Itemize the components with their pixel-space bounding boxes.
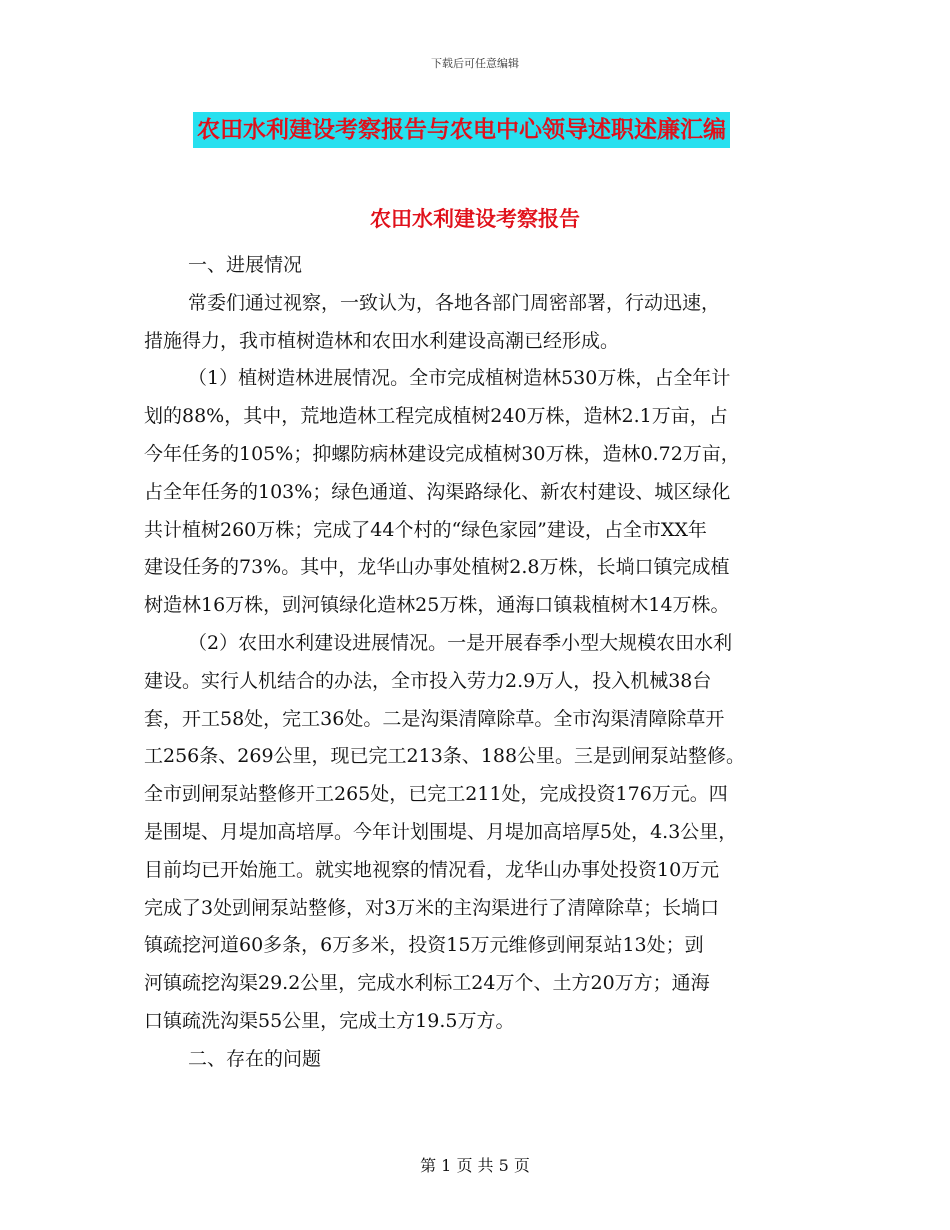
- text-line: 措施得力，我市植树造林和农田水利建设高潮已经形成。: [144, 329, 620, 352]
- text-line: 划的88%，其中，荒地造林工程完成植树240万株，造林2.1万亩，占: [144, 405, 728, 428]
- text-line: 占全年任务的103%；绿色通道、沟渠路绿化、新农村建设、城区绿化: [144, 480, 731, 503]
- text-line: （2）农田水利建设进展情况。一是开展春季小型大规模农田水利: [188, 631, 733, 654]
- document-title: 农田水利建设考察报告与农电中心领导述职述廉汇编: [193, 112, 730, 148]
- text-line: 今年任务的105%；抑螺防病林建设完成植树30万株，造林0.72万亩，: [144, 442, 740, 465]
- text-line: 常委们通过视察，一致认为，各地各部门周密部署，行动迅速，: [188, 291, 721, 314]
- text-line: 口镇疏洗沟渠55公里，完成土方19.5万方。: [144, 1009, 515, 1032]
- text-line: 目前均已开始施工。就实地视察的情况看，龙华山办事处投资10万元: [144, 858, 720, 881]
- header-note: 下载后可任意编辑: [431, 57, 519, 70]
- text-line: 建设。实行人机结合的办法，全市投入劳力2.9万人，投入机械38台: [144, 669, 712, 692]
- text-line: （1）植树造林进展情况。全市完成植树造林530万株，占全年计: [188, 367, 731, 390]
- text-line: 全市剅闸泵站整修开工265处，已完工211处，完成投资176万元。四: [144, 783, 728, 806]
- text-line: 一、进展情况: [188, 254, 303, 276]
- text-line: 树造林16万株，剅河镇绿化造林25万株，通海口镇栽植树木14万株。: [144, 594, 730, 617]
- text-line: 建设任务的73%。其中，龙华山办事处植树2.8万株，长埫口镇完成植: [144, 556, 730, 579]
- text-line: 工256条、269公里，现已完工213条、188公里。三是剅闸泵站整修。: [144, 745, 746, 768]
- body-text: [144, 247, 822, 1079]
- text-line: 完成了3处剅闸泵站整修，对3万米的主沟渠进行了清障除草；长埫口: [144, 896, 720, 919]
- text-line: 是围堤、月堤加高培厚。今年计划围堤、月堤加高培厚5处，4.3公里，: [144, 820, 738, 843]
- text-line: 镇疏挖河道60多条，6万多米，投资15万元维修剅闸泵站13处；剅: [144, 934, 704, 957]
- text-line: 共计植树260万株；完成了44个村的“绿色家园”建设，占全市XX年: [144, 518, 707, 541]
- text-line: 套，开工58处，完工36处。二是沟渠清障除草。全市沟渠清障除草开: [144, 707, 725, 730]
- section-title: 农田水利建设考察报告: [370, 207, 580, 231]
- page-footer: 第 1 页 共 5 页: [420, 1156, 530, 1175]
- text-line: 河镇疏挖沟渠29.2公里，完成水利标工24万个、土方20万方；通海: [144, 972, 710, 995]
- text-line: 二、存在的问题: [188, 1047, 322, 1070]
